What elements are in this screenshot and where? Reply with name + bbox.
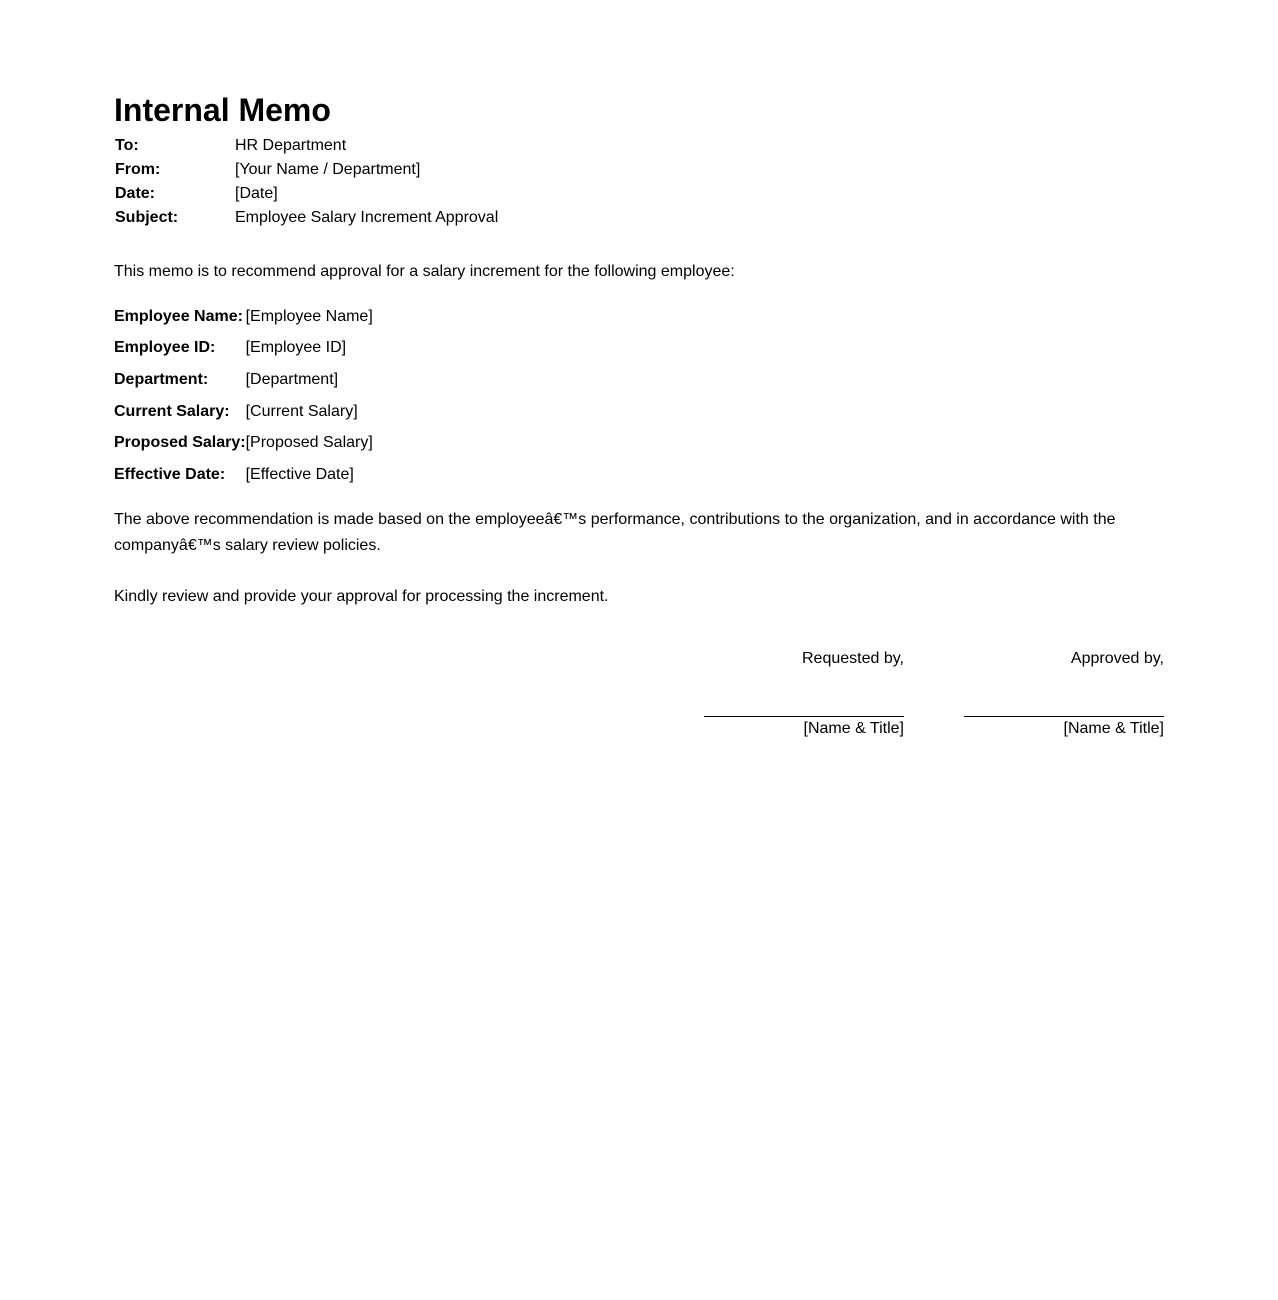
closing-paragraph: Kindly review and provide your approval for processing the increment. — [114, 588, 609, 605]
header-row-subject — [114, 206, 498, 230]
header-value: [Your Name / Department] — [235, 161, 421, 178]
field-value: [Department] — [245, 370, 339, 388]
header-row-from — [114, 158, 498, 182]
memo-title: Internal Memo — [114, 92, 331, 128]
field-label: Effective Date: — [114, 465, 226, 483]
signature-block-approved — [964, 648, 1164, 740]
field-value: [Employee Name] — [245, 307, 373, 325]
field-row-employee-id — [114, 333, 373, 365]
memo-page — [114, 90, 1164, 737]
field-value: [Effective Date] — [245, 465, 354, 483]
signature-line — [964, 716, 1164, 717]
header-label: From: — [115, 161, 161, 178]
memo-header-table — [114, 134, 498, 230]
field-value: [Current Salary] — [245, 402, 358, 420]
field-value: [Employee ID] — [245, 339, 347, 357]
field-row-proposed-salary — [114, 427, 373, 459]
signature-name: [Name & Title] — [803, 720, 904, 737]
field-row-department — [114, 364, 373, 396]
header-label: Subject: — [115, 209, 179, 226]
header-value: Employee Salary Increment Approval — [235, 209, 499, 226]
header-label: To: — [115, 137, 139, 154]
field-label: Proposed Salary: — [114, 434, 246, 452]
header-value: [Date] — [235, 185, 278, 202]
field-value: [Proposed Salary] — [245, 434, 373, 452]
field-label: Employee ID: — [114, 339, 216, 357]
employee-details-table — [114, 301, 373, 491]
signature-line — [704, 716, 904, 717]
header-value: HR Department — [235, 137, 347, 154]
signature-label: Approved by, — [1070, 650, 1164, 667]
signature-name: [Name & Title] — [1063, 720, 1164, 737]
header-row-date — [114, 182, 498, 206]
intro-paragraph: This memo is to recommend approval for a salary increment for the following employee: — [114, 263, 735, 280]
field-row-current-salary — [114, 396, 373, 428]
field-label: Current Salary: — [114, 402, 230, 420]
field-label: Department: — [114, 370, 209, 388]
field-label: Employee Name: — [114, 307, 243, 325]
signature-block-requested — [704, 648, 904, 740]
header-row-to — [114, 134, 498, 158]
header-label: Date: — [115, 185, 156, 202]
field-row-employee-name — [114, 301, 373, 333]
field-row-effective-date — [114, 459, 373, 491]
recommendation-paragraph: The above recommendation is made based on the employeeâ€™s performance, contributions to the organization, and in accordance with the companyâ€™s salary review policies. — [114, 511, 1116, 554]
signature-label: Requested by, — [802, 650, 904, 667]
